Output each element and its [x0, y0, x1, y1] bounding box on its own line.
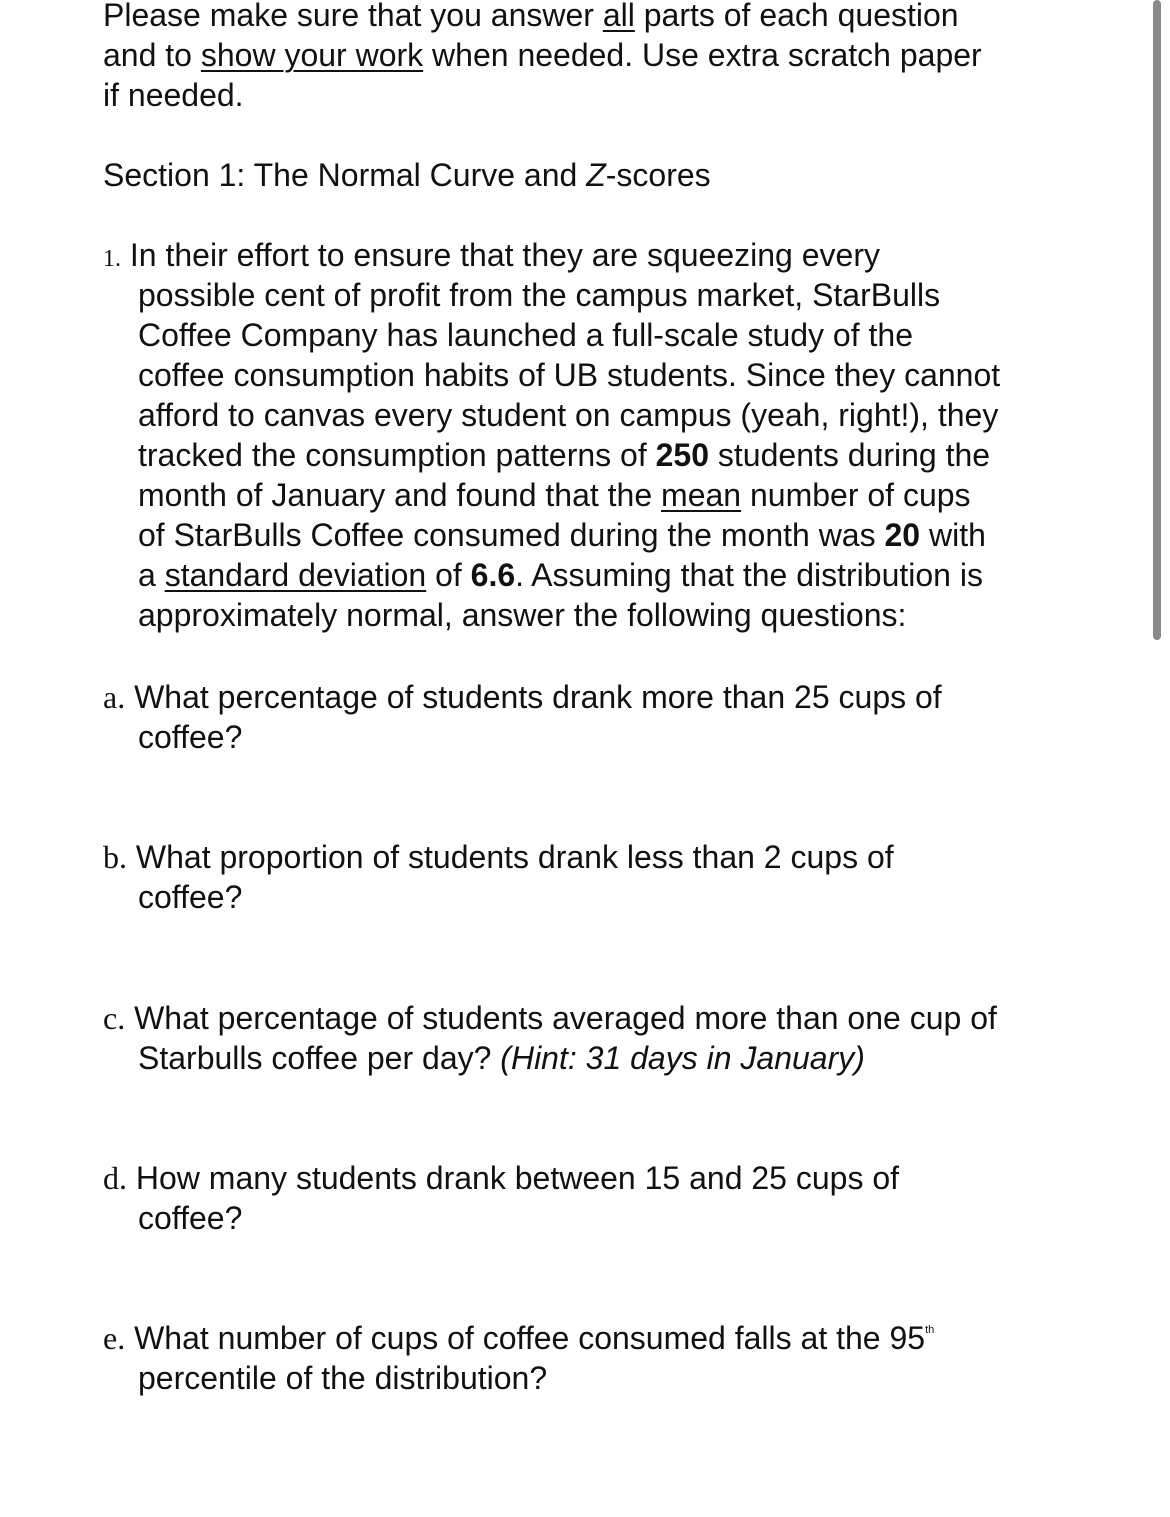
part-e-line-2: percentile of the distribution? — [138, 1360, 548, 1396]
part-c-marker: c. — [103, 1000, 126, 1036]
part-b-line-2: coffee? — [138, 879, 243, 915]
question-text: In their effort to ensure that they are squeezing every — [129, 237, 880, 273]
ordinal-suffix: th — [925, 1324, 935, 1336]
part-a-marker: a. — [103, 679, 126, 715]
question-text: . Assuming that the distribution is — [515, 557, 983, 593]
part-a-line-2: coffee? — [138, 719, 243, 755]
question-1-line-4: coffee consumption habits of UB students. Since they cannot — [138, 357, 1001, 393]
question-1-line-9 — [138, 555, 983, 595]
question-text: number of cups — [741, 477, 971, 513]
question-1-line-7 — [138, 475, 971, 515]
part-c-text: Starbulls coffee per day? — [138, 1040, 501, 1076]
sample-size: 250 — [655, 437, 710, 473]
term-standard-deviation: standard deviation — [164, 557, 427, 593]
question-text: tracked the consumption patterns of — [138, 437, 656, 473]
part-e-marker: e. — [103, 1320, 126, 1356]
part-a-text: What percentage of students drank more than 25 cups of — [134, 679, 942, 715]
question-text: month of January and found that the — [138, 477, 662, 513]
question-1-line-8 — [138, 515, 986, 555]
part-c-line-2 — [138, 1038, 865, 1078]
emphasis-all: all — [602, 0, 635, 33]
intro-line-1 — [103, 0, 959, 35]
question-1-line-2: possible cent of profit from the campus market, StarBulls — [138, 277, 941, 313]
intro-text: when needed. Use extra scratch paper — [423, 37, 982, 73]
question-text: a — [138, 557, 165, 593]
intro-line-3: if needed. — [103, 77, 244, 113]
sd-value: 6.6 — [470, 557, 516, 593]
part-e-text: What number of cups of coffee consumed falls at the 95 — [134, 1320, 926, 1356]
section-title-text: -scores — [605, 157, 711, 193]
part-d-marker: d. — [103, 1160, 127, 1196]
emphasis-show-your-work: show your work — [200, 37, 424, 73]
part-b-line-1 — [103, 837, 894, 877]
section-title-text: Section 1: The Normal Curve and — [103, 157, 587, 193]
question-text: with — [920, 517, 986, 553]
question-1-line-1 — [103, 235, 880, 279]
question-1-line-6 — [138, 435, 990, 475]
part-c-hint: (Hint: 31 days in January) — [500, 1040, 865, 1076]
question-text: of StarBulls Coffee consumed during the month was — [138, 517, 885, 553]
part-e-line-1 — [103, 1318, 934, 1358]
part-d-line-1 — [103, 1158, 899, 1198]
intro-text: Please make sure that you answer — [103, 0, 603, 33]
term-mean: mean — [661, 477, 742, 513]
part-b-marker: b. — [103, 839, 127, 875]
part-b-text: What proportion of students drank less than 2 cups of — [135, 839, 894, 875]
question-1-line-10: approximately normal, answer the following questions: — [138, 597, 907, 633]
part-a-line-1 — [103, 677, 942, 717]
vertical-scrollbar-thumb[interactable] — [1153, 0, 1161, 640]
question-1-line-5: afford to canvas every student on campus (yeah, right!), they — [138, 397, 999, 433]
section-title-z: Z — [586, 157, 606, 193]
part-c-line-1 — [103, 998, 997, 1038]
intro-line-2 — [103, 35, 982, 75]
part-d-text: How many students drank between 15 and 25 cups of — [135, 1160, 900, 1196]
question-text: students during the — [709, 437, 991, 473]
question-number: 1. — [103, 246, 121, 272]
section-title — [103, 155, 711, 195]
part-d-line-2: coffee? — [138, 1200, 243, 1236]
intro-text: parts of each question — [634, 0, 959, 33]
mean-value: 20 — [884, 517, 921, 553]
intro-text: and to — [103, 37, 201, 73]
part-c-text: What percentage of students averaged more than one cup of — [134, 1000, 997, 1036]
question-text: of — [426, 557, 471, 593]
question-1-line-3: Coffee Company has launched a full-scale study of the — [138, 317, 913, 353]
